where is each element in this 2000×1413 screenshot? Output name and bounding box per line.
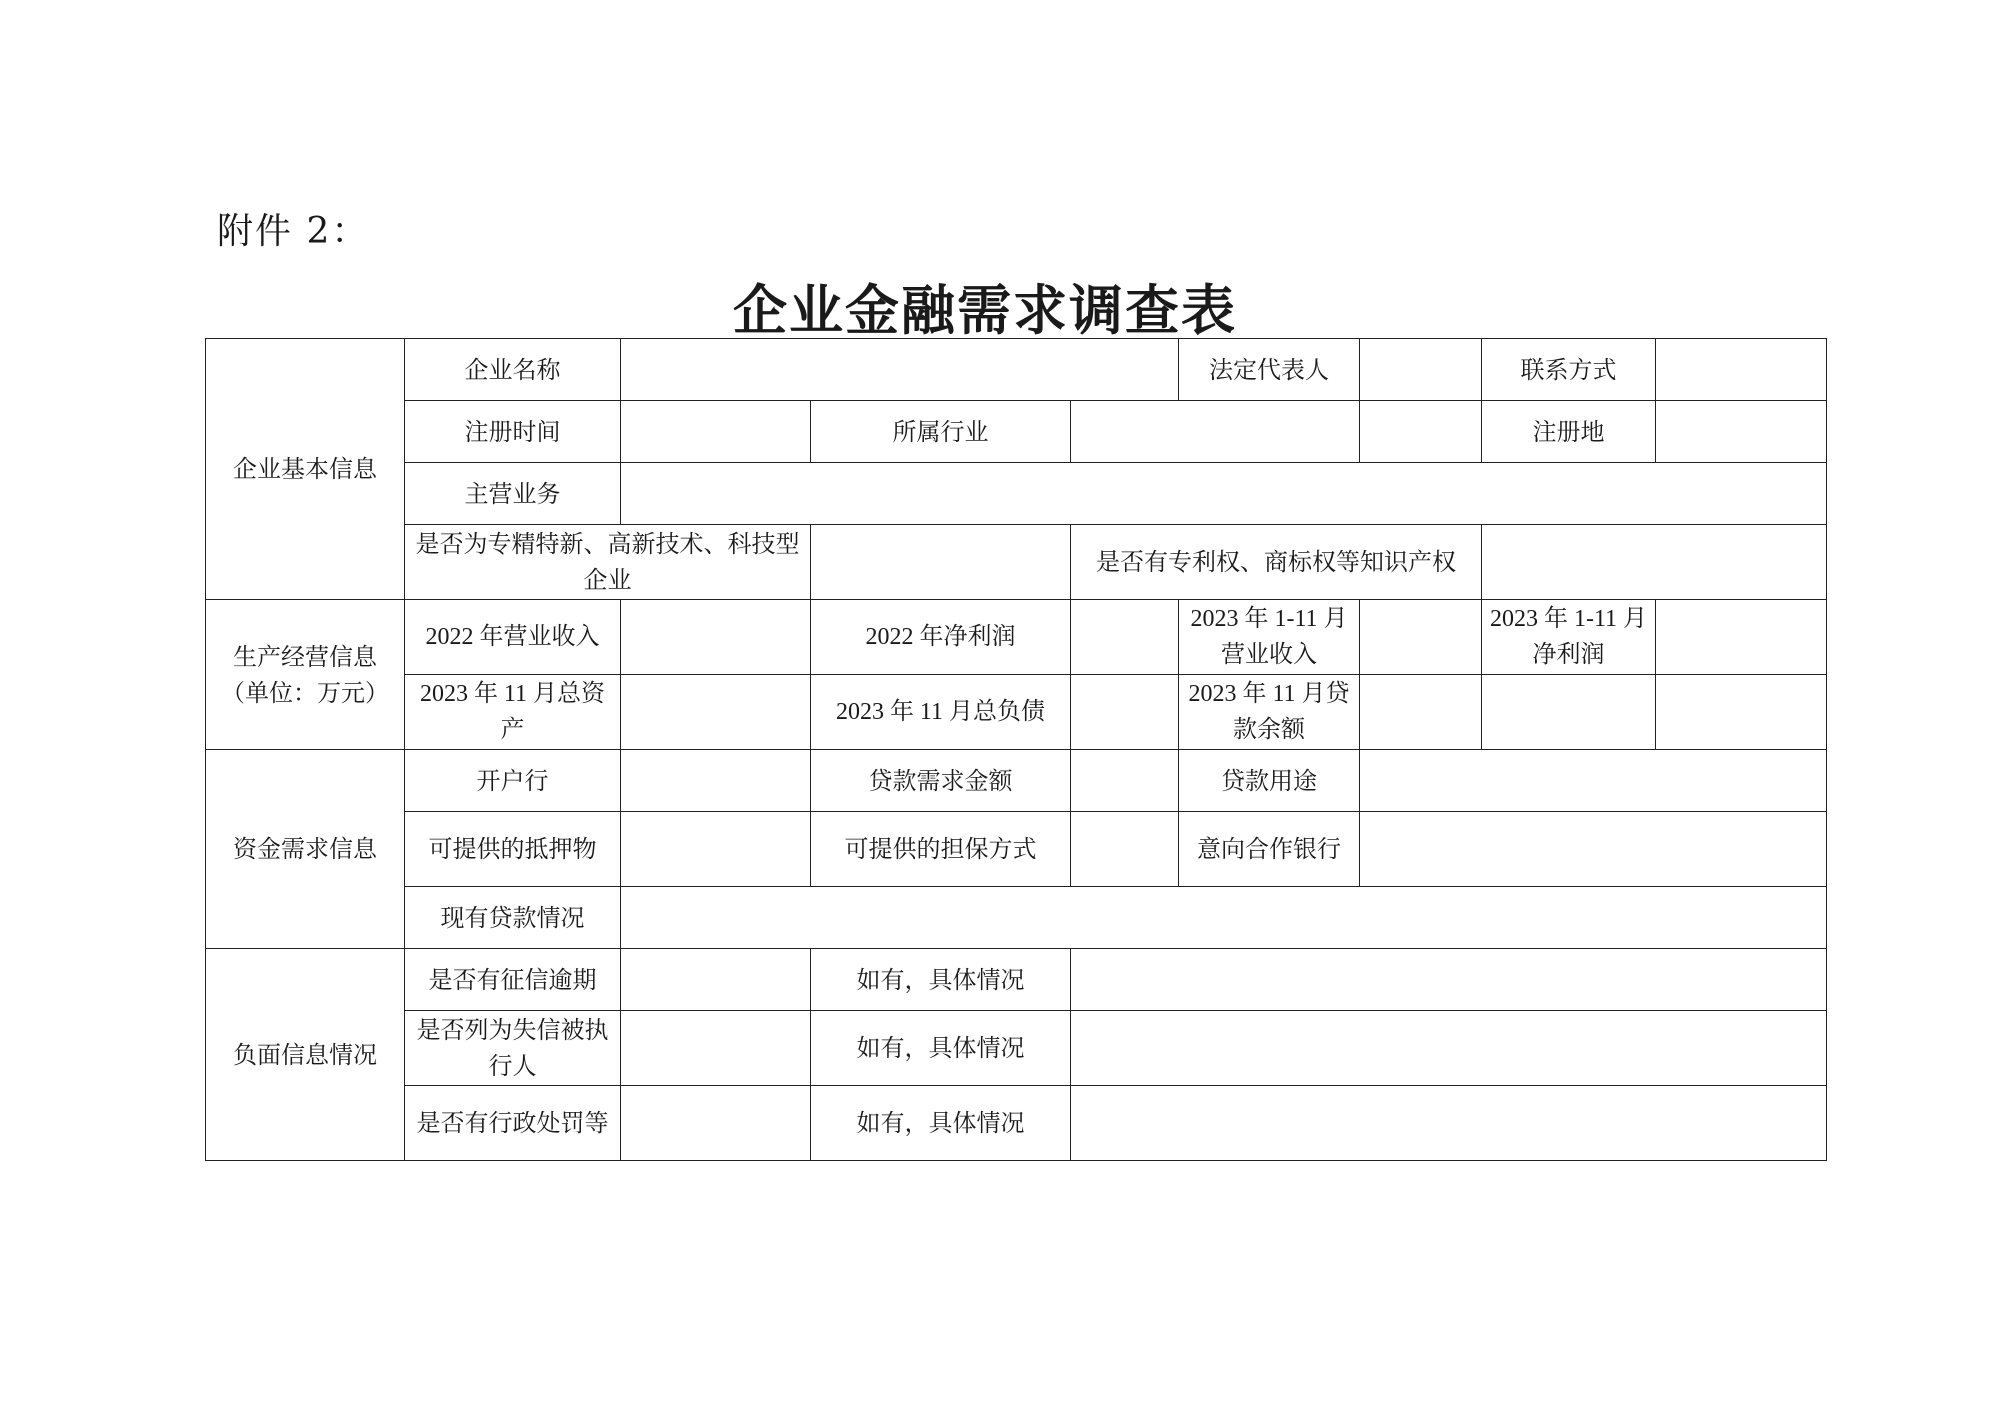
field-guarantee[interactable]: [1071, 812, 1179, 887]
label-details-1: 如有，具体情况: [811, 949, 1071, 1011]
field-company-name[interactable]: [621, 339, 1179, 401]
field-loan-amount[interactable]: [1071, 750, 1179, 812]
label-loan-amount: 贷款需求金额: [811, 750, 1071, 812]
label-is-specialized: 是否为专精特新、高新技术、科技型企业: [405, 525, 811, 600]
field-credit-overdue[interactable]: [621, 949, 811, 1011]
field-loan-use[interactable]: [1360, 750, 1827, 812]
label-guarantee: 可提供的担保方式: [811, 812, 1071, 887]
field-partner-bank[interactable]: [1360, 812, 1827, 887]
document-title: 企业金融需求调查表: [733, 278, 1237, 342]
attachment-label: 附件 2：: [217, 211, 370, 252]
field-blank-1[interactable]: [1482, 675, 1656, 750]
label-contact: 联系方式: [1482, 339, 1656, 401]
label-penalty: 是否有行政处罚等: [405, 1086, 621, 1161]
label-partner-bank: 意向合作银行: [1179, 812, 1360, 887]
label-details-3: 如有，具体情况: [811, 1086, 1071, 1161]
label-legal-rep: 法定代表人: [1179, 339, 1360, 401]
field-existing-loans[interactable]: [621, 887, 1827, 949]
field-penalty[interactable]: [621, 1086, 811, 1161]
field-assets-2023[interactable]: [621, 675, 811, 750]
section-label-negative: 负面信息情况: [206, 949, 405, 1161]
field-details-1[interactable]: [1071, 949, 1827, 1011]
label-existing-loans: 现有贷款情况: [405, 887, 621, 949]
field-legal-rep[interactable]: [1360, 339, 1482, 401]
field-profit-2022[interactable]: [1071, 600, 1179, 675]
field-is-specialized[interactable]: [811, 525, 1071, 600]
field-bank[interactable]: [621, 750, 811, 812]
field-rev-2023[interactable]: [1360, 600, 1482, 675]
label-main-business: 主营业务: [405, 463, 621, 525]
field-industry-extra[interactable]: [1360, 401, 1482, 463]
label-liabilities-2023: 2023 年 11 月总负债: [811, 675, 1071, 750]
field-liabilities-2023[interactable]: [1071, 675, 1179, 750]
label-reg-place: 注册地: [1482, 401, 1656, 463]
label-loan-use: 贷款用途: [1179, 750, 1360, 812]
label-reg-time: 注册时间: [405, 401, 621, 463]
label-has-ip: 是否有专利权、商标权等知识产权: [1071, 525, 1482, 600]
field-rev-2022[interactable]: [621, 600, 811, 675]
field-has-ip[interactable]: [1482, 525, 1827, 600]
field-details-2[interactable]: [1071, 1011, 1827, 1086]
label-rev-2022: 2022 年营业收入: [405, 600, 621, 675]
field-reg-place[interactable]: [1656, 401, 1827, 463]
label-assets-2023: 2023 年 11 月总资产: [405, 675, 621, 750]
field-loan-balance-2023[interactable]: [1360, 675, 1482, 750]
field-main-business[interactable]: [621, 463, 1827, 525]
section-label-funding: 资金需求信息: [206, 750, 405, 949]
survey-table: [205, 338, 1827, 1161]
section-label-basic: 企业基本信息: [206, 339, 405, 600]
field-dishonest[interactable]: [621, 1011, 811, 1086]
section-label-operation: 生产经营信息（单位：万元）: [206, 600, 405, 750]
label-details-2: 如有，具体情况: [811, 1011, 1071, 1086]
field-details-3[interactable]: [1071, 1086, 1827, 1161]
label-profit-2023: 2023 年 1-11 月净利润: [1482, 600, 1656, 675]
field-collateral[interactable]: [621, 812, 811, 887]
field-blank-2[interactable]: [1656, 675, 1827, 750]
label-credit-overdue: 是否有征信逾期: [405, 949, 621, 1011]
field-profit-2023[interactable]: [1656, 600, 1827, 675]
label-company-name: 企业名称: [405, 339, 621, 401]
label-rev-2023: 2023 年 1-11 月营业收入: [1179, 600, 1360, 675]
label-loan-balance-2023: 2023 年 11 月贷款余额: [1179, 675, 1360, 750]
field-contact[interactable]: [1656, 339, 1827, 401]
label-dishonest: 是否列为失信被执行人: [405, 1011, 621, 1086]
field-reg-time[interactable]: [621, 401, 811, 463]
label-bank: 开户行: [405, 750, 621, 812]
label-profit-2022: 2022 年净利润: [811, 600, 1071, 675]
label-industry: 所属行业: [811, 401, 1071, 463]
label-collateral: 可提供的抵押物: [405, 812, 621, 887]
field-industry[interactable]: [1071, 401, 1360, 463]
